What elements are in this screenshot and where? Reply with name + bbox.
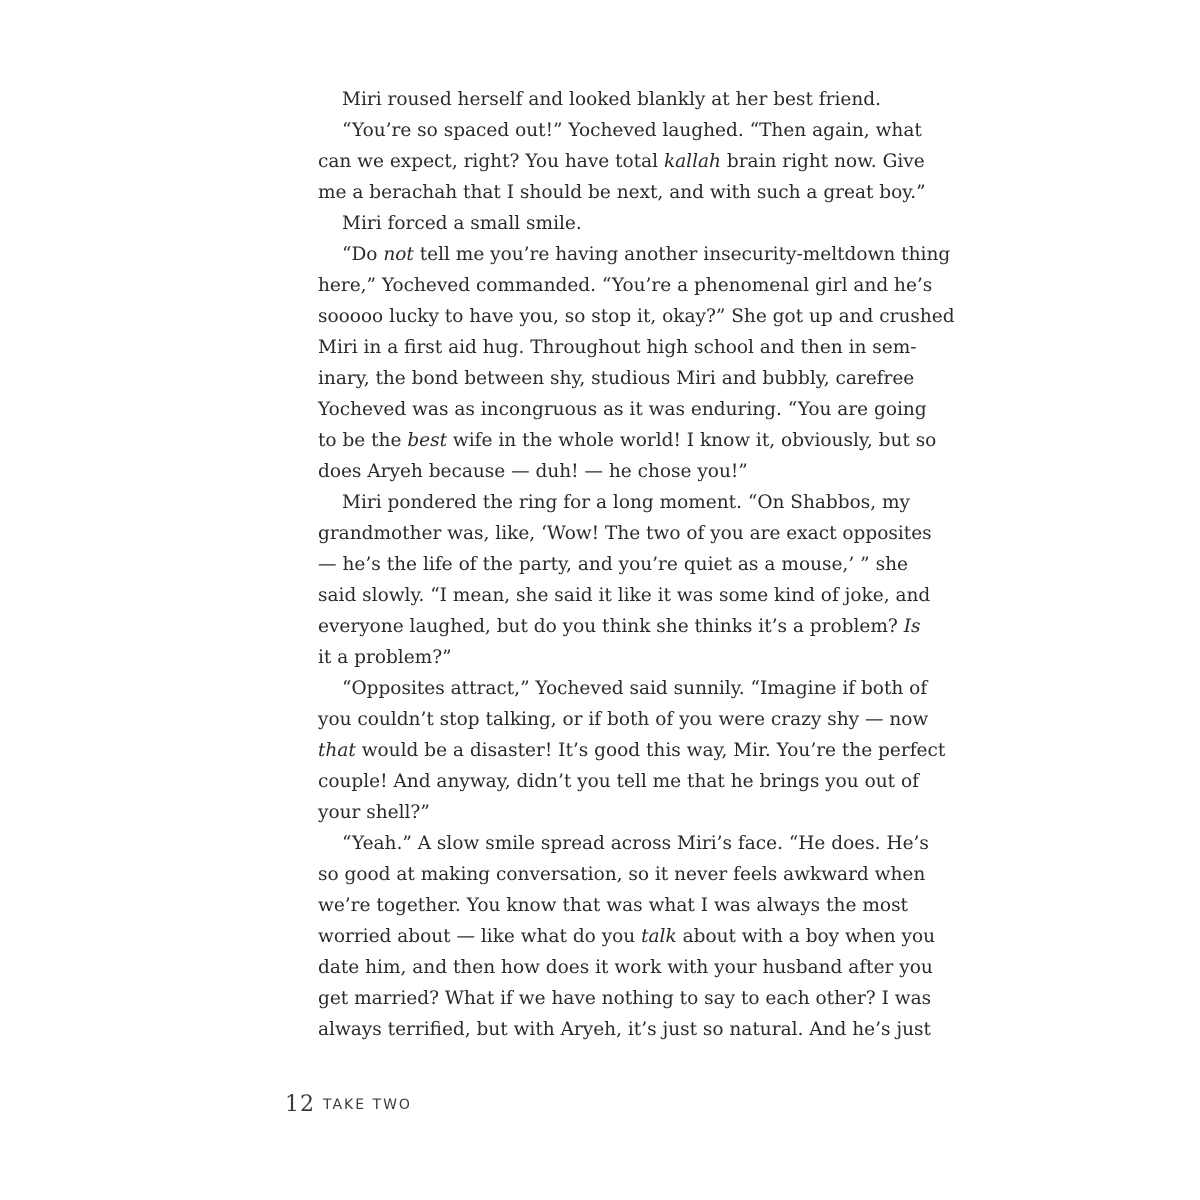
text-run: does Aryeh because — duh! — he chose you!” [318, 461, 748, 482]
text-line [318, 983, 932, 1014]
text-line [318, 363, 915, 394]
text-run: worried about — like what do you [318, 926, 642, 947]
text-line [318, 394, 927, 425]
text-run: sooooo lucky to have you, so stop it, okay?” She got up and crushed [318, 306, 955, 327]
text-line [318, 425, 937, 456]
text-line [318, 301, 955, 332]
text-line [318, 859, 926, 890]
text-line [318, 84, 908, 115]
text-run: grandmother was, like, ‘Wow! The two of you are exact opposites [318, 523, 932, 544]
text-line [318, 146, 925, 177]
text-run: Yocheved was as incongruous as it was enduring. “You are going [318, 399, 927, 420]
text-line [318, 890, 908, 921]
page-footer [285, 1090, 412, 1120]
text-run: “Opposites attract,” Yocheved said sunnily. “Imagine if both of [342, 678, 928, 699]
italic-text-run: not [383, 244, 414, 265]
text-run: me a berachah that I should be next, and with such a great boy.” [318, 182, 926, 203]
text-line [318, 921, 936, 952]
text-line [318, 456, 908, 487]
text-line [318, 828, 929, 859]
text-run: “You’re so spaced out!” Yocheved laughed. “Then again, what [342, 120, 922, 141]
text-run: to be the [318, 430, 408, 451]
italic-text-run: that [318, 740, 356, 761]
text-line [318, 115, 922, 146]
text-line [318, 611, 921, 642]
text-run: “Do [342, 244, 384, 265]
text-run: wife in the whole world! I know it, obviously, but so [447, 430, 937, 451]
text-run: date him, and then how does it work with your husband after you [318, 957, 933, 978]
text-run: it a problem?” [318, 647, 452, 668]
text-line [318, 642, 908, 673]
text-line [318, 1014, 931, 1045]
text-line [318, 239, 951, 270]
text-run: Miri forced a small smile. [342, 213, 582, 234]
text-line [318, 487, 908, 518]
text-line [318, 704, 929, 735]
text-run: so good at making conversation, so it never feels awkward when [318, 864, 926, 885]
body-text [318, 84, 955, 1045]
text-run: everyone laughed, but do you think she thinks it’s a problem? [318, 616, 904, 637]
text-run: Miri roused herself and looked blankly at her best friend. [342, 89, 881, 110]
text-run: Miri pondered the ring for a long moment. “On Shabbos, my [342, 492, 910, 513]
running-title: TAKE TWO [323, 1097, 412, 1113]
italic-text-run: talk [641, 926, 677, 947]
text-run: here,” Yocheved commanded. “You’re a phenomenal girl and he’s [318, 275, 933, 296]
text-run: said slowly. “I mean, she said it like it was some kind of joke, and [318, 585, 931, 606]
text-line [318, 270, 933, 301]
text-line [318, 766, 919, 797]
italic-text-run: kallah [663, 151, 721, 172]
text-line [318, 332, 917, 363]
text-run: tell me you’re having another insecurity-meltdown thing [413, 244, 951, 265]
text-run: couple! And anyway, didn’t you tell me that he brings you out of [318, 771, 919, 792]
text-run: — he’s the life of the party, and you’re quiet as a mouse,’ ” she [318, 554, 908, 575]
text-run: about with a boy when you [676, 926, 936, 947]
text-line [318, 952, 933, 983]
page-number: 12 [285, 1092, 315, 1117]
text-line [318, 549, 908, 580]
text-line [318, 518, 932, 549]
text-run: inary, the bond between shy, studious Miri and bubbly, carefree [318, 368, 915, 389]
text-line [318, 208, 908, 239]
text-line [318, 673, 928, 704]
italic-text-run: Is [903, 616, 921, 637]
text-run: always terrified, but with Aryeh, it’s just so natural. And he’s just [318, 1019, 931, 1040]
text-line [318, 580, 931, 611]
text-run: you couldn’t stop talking, or if both of you were crazy shy — now [318, 709, 929, 730]
text-run: “Yeah.” A slow smile spread across Miri’s face. “He does. He’s [342, 833, 929, 854]
text-line [318, 177, 926, 208]
text-run: Miri in a first aid hug. Throughout high school and then in sem- [318, 337, 917, 358]
text-run: get married? What if we have nothing to say to each other? I was [318, 988, 932, 1009]
text-run: would be a disaster! It’s good this way, Mir. You’re the perfect [355, 740, 946, 761]
italic-text-run: best [407, 430, 448, 451]
text-run: your shell?” [318, 802, 430, 823]
text-run: brain right now. Give [720, 151, 925, 172]
text-run: can we expect, right? You have total [318, 151, 664, 172]
text-run: we’re together. You know that was what I was always the most [318, 895, 908, 916]
text-line [318, 797, 908, 828]
text-line [318, 735, 946, 766]
